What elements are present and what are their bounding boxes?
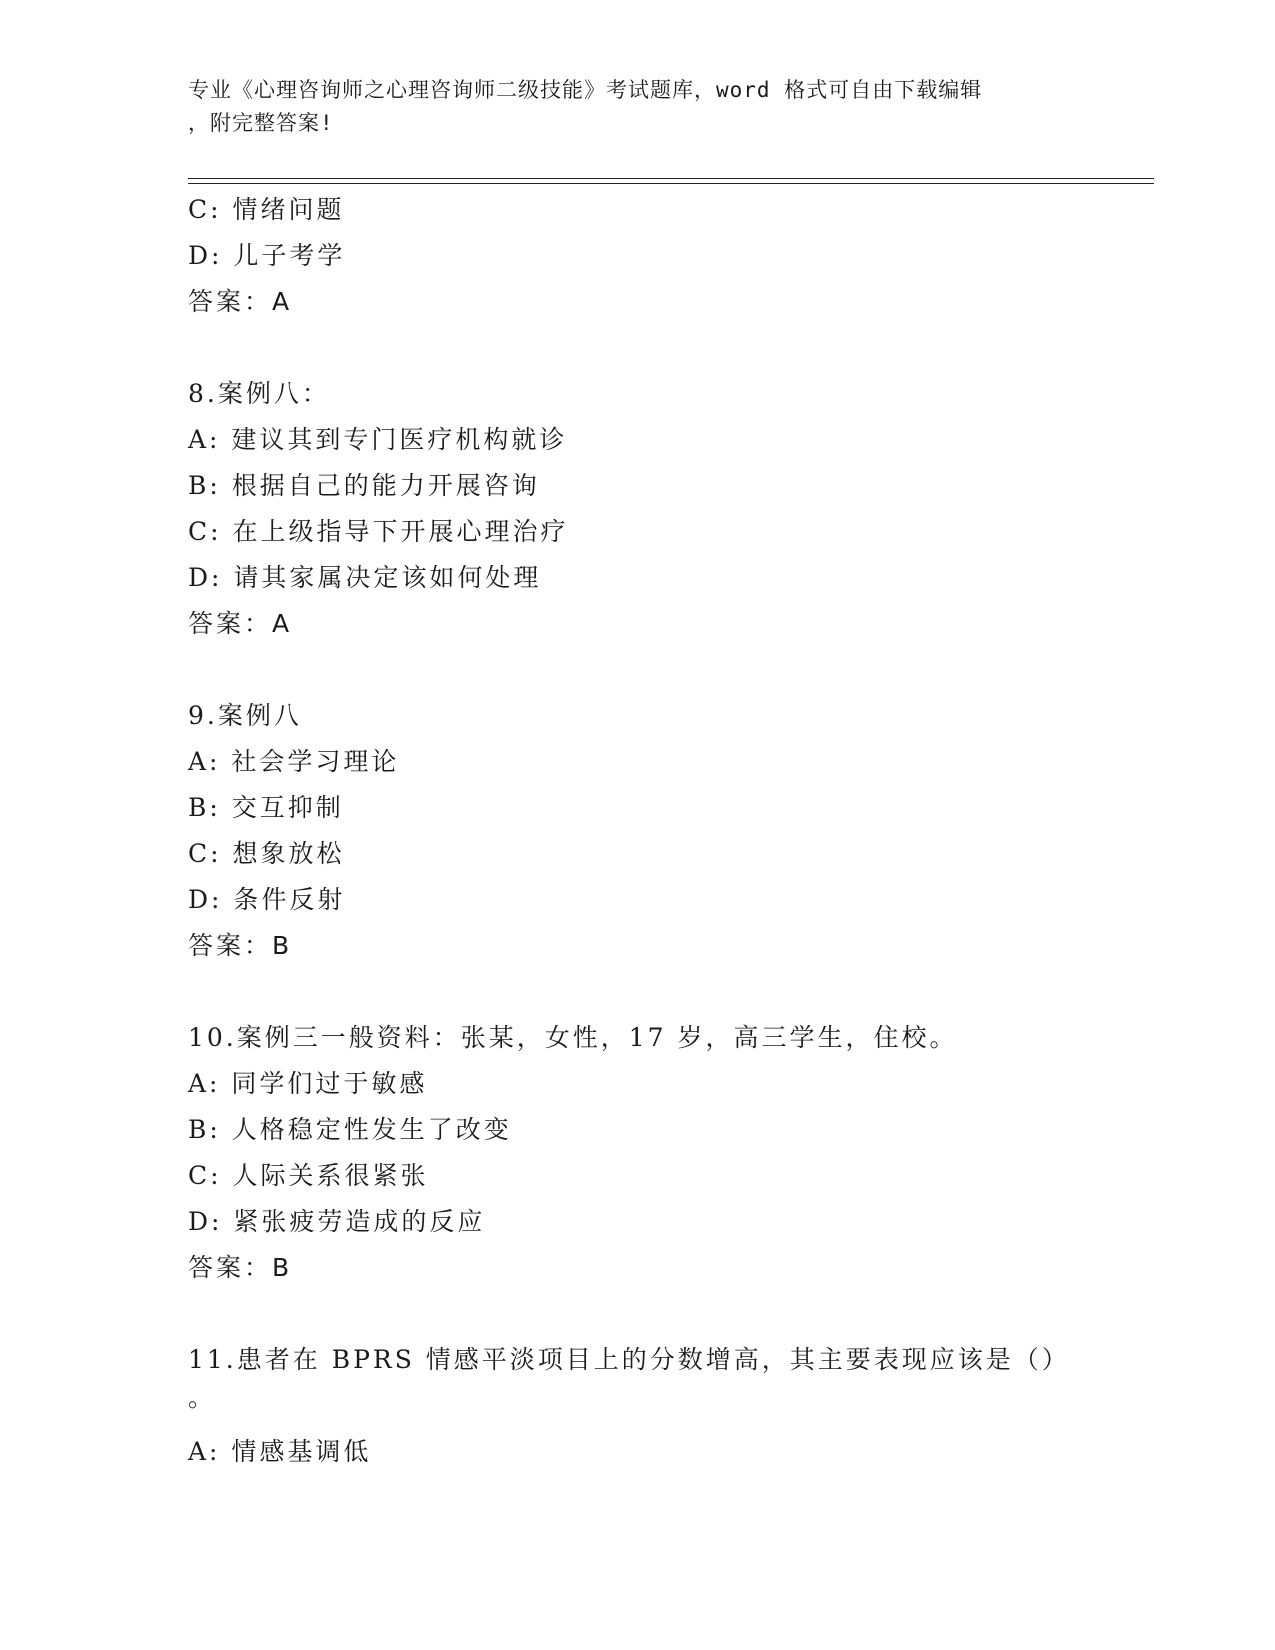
option-a: A: 同学们过于敏感 <box>188 1069 428 1098</box>
question-9 <box>188 693 1088 969</box>
question-8 <box>188 371 1088 647</box>
header-divider-top <box>188 178 1154 179</box>
option-c: C: 在上级指导下开展心理治疗 <box>188 517 569 546</box>
question-title: 11.患者在 BPRS 情感平淡项目上的分数增高，其主要表现应该是（） <box>188 1345 1070 1374</box>
option-a: A: 情感基调低 <box>188 1437 372 1466</box>
question-list <box>188 187 1088 1475</box>
document-header <box>188 74 1088 140</box>
question-title: 10.案例三一般资料：张某，女性，17 岁，高三学生，住校。 <box>188 1023 958 1052</box>
answer-line: 答案：B <box>188 931 293 960</box>
question-10 <box>188 1015 1088 1291</box>
option-a: A: 建议其到专门医疗机构就诊 <box>188 425 568 454</box>
question-fragment <box>188 187 1088 325</box>
option-c: C: 人际关系很紧张 <box>188 1161 429 1190</box>
question-title: 9.案例八 <box>188 701 302 730</box>
answer-line: 答案：A <box>188 287 293 316</box>
option-b: B: 根据自己的能力开展咨询 <box>188 471 540 500</box>
option-d: D: 儿子考学 <box>188 241 346 270</box>
option-d: D: 请其家属决定该如何处理 <box>188 563 542 592</box>
option-d: D: 紧张疲劳造成的反应 <box>188 1207 486 1236</box>
option-c: C: 情绪问题 <box>188 195 345 224</box>
option-d: D: 条件反射 <box>188 885 346 914</box>
header-line-1: 专业《心理咨询师之心理咨询师二级技能》考试题库，word 格式可自由下载编辑 <box>188 78 983 102</box>
option-c: C: 想象放松 <box>188 839 345 868</box>
option-a: A: 社会学习理论 <box>188 747 400 776</box>
answer-line: 答案：B <box>188 1253 293 1282</box>
header-divider-bottom <box>188 183 1154 184</box>
question-title: 8.案例八： <box>188 379 330 408</box>
option-b: B: 交互抑制 <box>188 793 344 822</box>
answer-line: 答案：A <box>188 609 293 638</box>
question-11 <box>188 1337 1088 1475</box>
question-title-continuation: 。 <box>188 1383 217 1412</box>
header-line-2: ，附完整答案! <box>188 111 334 135</box>
option-b: B: 人格稳定性发生了改变 <box>188 1115 512 1144</box>
